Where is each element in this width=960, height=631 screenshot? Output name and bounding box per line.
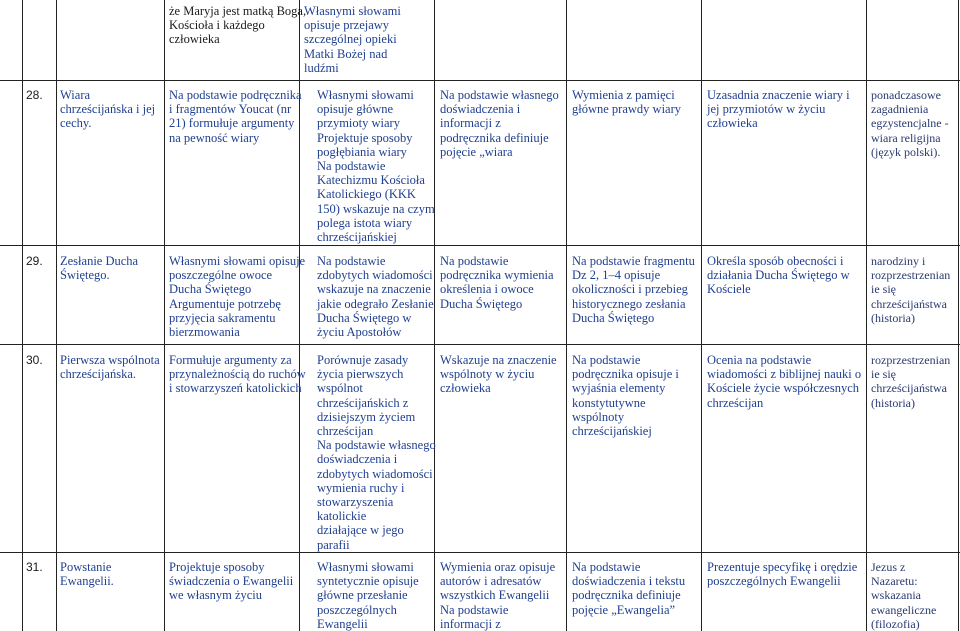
cross-curricular-cell: ponadczasowe zagadnienia egzystencjalne - wiara religijna (język polski). xyxy=(871,88,949,159)
column-divider xyxy=(958,0,959,631)
requirement-cell: Określa sposób obecności i działania Ducha Świętego w Kościele xyxy=(707,254,850,297)
row-divider xyxy=(0,245,960,246)
requirement-cell: Wymienia z pamięci główne prawdy wiary xyxy=(572,88,681,117)
requirement-cell: Prezentuje specyfikę i orędzie poszczególnych Ewangelii xyxy=(707,560,858,589)
requirement-cell: Własnymi słowami opisuje główne przymioty wiary Projektuje sposoby pogłębiania wiary Na podstawie Katechizmu Kościoła Katolickiego (KKK 150) wskazuje na czym polega istota wiary chrześcijańskiej xyxy=(317,88,435,245)
requirement-cell: Na podstawie fragmentu Dz 2, 1–4 opisuje okoliczności i przebieg historycznego zesłania Ducha Świętego xyxy=(572,254,695,325)
requirement-cell: Uzasadnia znaczenie wiary i jej przymiotów w życiu człowieka xyxy=(707,88,850,131)
column-divider xyxy=(701,0,702,631)
column-divider xyxy=(164,0,165,631)
requirement-cell: Wymienia oraz opisuje autorów i adresatów wszystkich Ewangelii Na podstawie informacji z xyxy=(440,560,556,631)
row-number: 29. xyxy=(26,254,43,268)
requirement-cell: Projektuje sposoby świadczenia o Ewangelii we własnym życiu xyxy=(169,560,294,603)
column-divider xyxy=(56,0,57,631)
requirement-cell: Własnymi słowami syntetycznie opisuje główne przesłanie poszczególnych Ewangelii xyxy=(317,560,419,631)
row-divider xyxy=(0,552,960,553)
requirement-cell: Formułuje argumenty za przynależnością do ruchów i stowarzyszeń katolickich xyxy=(169,353,306,396)
row-divider xyxy=(0,80,960,81)
requirement-cell: Ocenia na podstawie wiadomości z biblijnej nauki o Kościele życie współczesnych chrześcijan xyxy=(707,353,862,410)
row-number: 31. xyxy=(26,560,43,574)
column-divider xyxy=(22,0,23,631)
requirement-cell: Na podstawie podręcznika i fragmentów Youcat (nr 21) formułuje argumenty na pewność wiary xyxy=(169,88,302,145)
requirement-cell: Na podstawie doświadczenia i tekstu podręcznika definiuje pojęcie „Ewangelia” xyxy=(572,560,686,617)
row-divider xyxy=(0,344,960,345)
requirement-cell: Na podstawie zdobytych wiadomości wskazuje na znaczenie jakie odegrało Zesłanie Ducha Świętego w życiu Apostołów xyxy=(317,254,434,340)
requirement-cell: Własnymi słowami opisuje poszczególne owoce Ducha Świętego Argumentuje potrzebę przyjęcia sakramentu bierzmowania xyxy=(169,254,306,340)
column-divider xyxy=(566,0,567,631)
requirement-cell: Porównuje zasady życia pierwszych wspólnot chrześcijańskich z dzisiejszym życiem chrześcijan Na podstawie własnego doświadczenia i zdobytych wiadomości wymienia ruchy i stowarzyszenia katolickie działające w jego parafii xyxy=(317,353,436,552)
requirement-cell: Na podstawie własnego doświadczenia i informacji z podręcznika definiuje pojęcie „wiara xyxy=(440,88,559,159)
row-number: 28. xyxy=(26,88,43,102)
requirement-cell: Wskazuje na znaczenie wspólnoty w życiu człowieka xyxy=(440,353,557,396)
lesson-topic: Pierwsza wspólnota chrześcijańska. xyxy=(60,353,160,382)
lesson-topic: Wiara chrześcijańska i jej cechy. xyxy=(60,88,156,131)
cell-top-col-d: Własnymi słowami opisuje przejawy szczególnej opieki Matki Bożej nad ludźmi xyxy=(304,4,401,75)
requirement-cell: Na podstawie podręcznika opisuje i wyjaśnia elementy konstytutywne wspólnoty chrześcijańskiej xyxy=(572,353,679,439)
lesson-topic: Zesłanie Ducha Świętego. xyxy=(60,254,139,283)
cross-curricular-cell: narodziny i rozprzestrzenian ie się chrześcijaństwa (historia) xyxy=(871,254,951,325)
cell-top-col-c: że Maryja jest matką Boga, Kościoła i każdego człowieka xyxy=(169,4,307,47)
row-number: 30. xyxy=(26,353,43,367)
cross-curricular-cell: Jezus z Nazaretu: wskazania ewangeliczne (filozofia) xyxy=(871,560,937,631)
lesson-topic: Powstanie Ewangelii. xyxy=(60,560,114,589)
cross-curricular-cell: rozprzestrzenian ie się chrześcijaństwa (historia) xyxy=(871,353,951,410)
column-divider xyxy=(866,0,867,631)
requirement-cell: Na podstawie podręcznika wymienia określenia i owoce Ducha Świętego xyxy=(440,254,554,311)
